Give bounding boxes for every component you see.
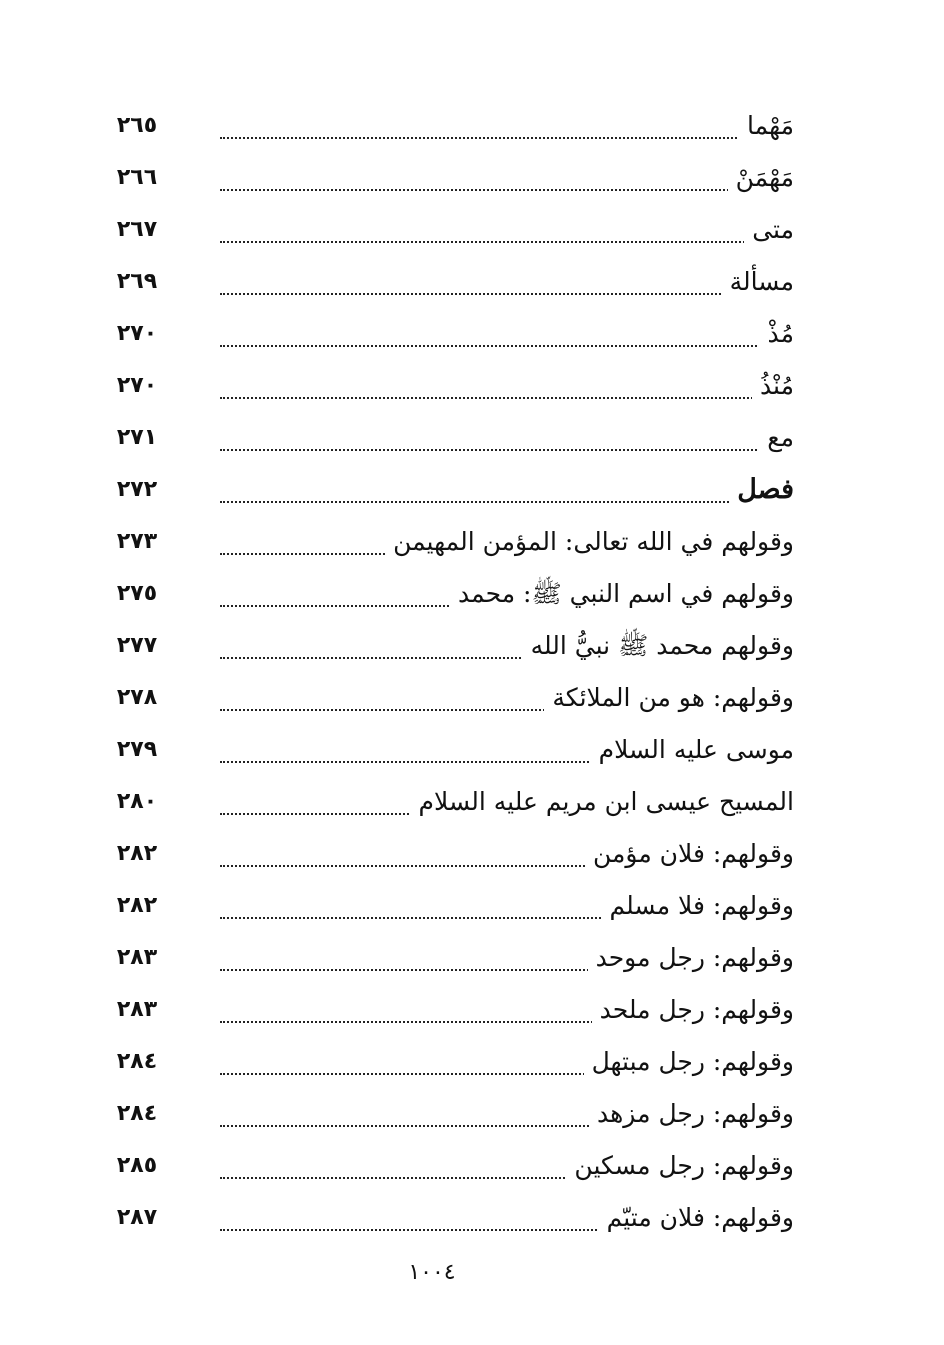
entry-page-number: ٢٧٣ bbox=[116, 529, 158, 554]
toc-entry bbox=[0, 1044, 944, 1084]
toc-entry bbox=[0, 160, 944, 200]
entry-page-number: ٢٦٥ bbox=[116, 113, 158, 138]
entry-page-number: ٢٨٣ bbox=[116, 945, 158, 970]
entry-page-number: ٢٨٤ bbox=[116, 1101, 158, 1126]
toc-entry bbox=[0, 316, 944, 356]
entry-title: المسيح عيسى ابن مريم عليه السلام bbox=[411, 786, 794, 818]
entry-title: فصل bbox=[729, 474, 794, 506]
entry-page-number: ٢٨٣ bbox=[116, 997, 158, 1022]
entry-page-number: ٢٧٩ bbox=[116, 737, 158, 762]
entry-page-number: ٢٦٩ bbox=[116, 269, 158, 294]
toc-entry bbox=[0, 108, 944, 148]
entry-page-number: ٢٧١ bbox=[116, 425, 158, 450]
toc-entry bbox=[0, 472, 944, 512]
entry-title: مُنْذُ bbox=[752, 370, 794, 402]
entry-title: متى bbox=[744, 214, 794, 246]
entry-page-number: ٢٧٠ bbox=[116, 321, 158, 346]
entry-title: مَهْمَنْ bbox=[728, 162, 794, 194]
entry-page-number: ٢٨٧ bbox=[116, 1205, 158, 1230]
entry-page-number: ٢٦٦ bbox=[116, 165, 158, 190]
entry-page-number: ٢٨٥ bbox=[116, 1153, 158, 1178]
entry-title: مُذْ bbox=[759, 318, 794, 350]
dot-leader bbox=[220, 241, 789, 243]
toc-entry bbox=[0, 1148, 944, 1188]
dot-leader bbox=[220, 189, 789, 191]
entry-page-number: ٢٧٨ bbox=[116, 685, 158, 710]
toc-entry bbox=[0, 1096, 944, 1136]
entry-title: وقولهم: رجل ملحد bbox=[592, 994, 794, 1026]
toc-entry bbox=[0, 732, 944, 772]
toc-entry bbox=[0, 420, 944, 460]
entry-page-number: ٢٧٠ bbox=[116, 373, 158, 398]
dot-leader bbox=[220, 293, 789, 295]
entry-title: وقولهم: رجل مزهد bbox=[589, 1098, 794, 1130]
entry-title: وقولهم: هو من الملائكة bbox=[544, 682, 794, 714]
dot-leader bbox=[220, 501, 789, 503]
toc-entry bbox=[0, 992, 944, 1032]
toc-entry bbox=[0, 628, 944, 668]
dot-leader bbox=[220, 449, 789, 451]
entry-page-number: ٢٦٧ bbox=[116, 217, 158, 242]
entry-title: مسألة bbox=[722, 266, 794, 298]
entry-title: مَهْما bbox=[739, 110, 794, 142]
entry-title: مع bbox=[759, 422, 794, 454]
toc-entry bbox=[0, 1200, 944, 1240]
entry-title: وقولهم: فلان مؤمن bbox=[585, 838, 794, 870]
toc-entry bbox=[0, 680, 944, 720]
toc-entry bbox=[0, 784, 944, 824]
entry-title: وقولهم في اسم النبي ﷺ: محمد bbox=[450, 578, 794, 610]
entry-page-number: ٢٨٢ bbox=[116, 893, 158, 918]
entry-title: وقولهم محمد ﷺ نبيُّ الله bbox=[523, 630, 794, 662]
entry-page-number: ٢٨٠ bbox=[116, 789, 158, 814]
entry-title: موسى عليه السلام bbox=[591, 734, 794, 766]
entry-title: وقولهم: فلان متيّم bbox=[599, 1202, 794, 1234]
toc-entry bbox=[0, 212, 944, 252]
entry-page-number: ٢٧٥ bbox=[116, 581, 158, 606]
toc-entry bbox=[0, 576, 944, 616]
toc-entry bbox=[0, 888, 944, 928]
entry-page-number: ٢٧٧ bbox=[116, 633, 158, 658]
entry-page-number: ٢٧٢ bbox=[116, 477, 158, 502]
entry-page-number: ٢٨٤ bbox=[116, 1049, 158, 1074]
entry-page-number: ٢٨٢ bbox=[116, 841, 158, 866]
toc-entry bbox=[0, 524, 944, 564]
page-folio-number: ١٠٠٤ bbox=[408, 1260, 456, 1285]
toc-entry bbox=[0, 368, 944, 408]
entry-title: وقولهم: رجل مبتهل bbox=[584, 1046, 794, 1078]
dot-leader bbox=[220, 397, 789, 399]
toc-entry bbox=[0, 264, 944, 304]
toc-entry bbox=[0, 836, 944, 876]
entry-title: وقولهم: فلا مسلم bbox=[601, 890, 794, 922]
dot-leader bbox=[220, 137, 789, 139]
entry-title: وقولهم: رجل موحد bbox=[588, 942, 794, 974]
entry-title: وقولهم: رجل مسكين bbox=[566, 1150, 794, 1182]
entry-title: وقولهم في الله تعالى: المؤمن المهيمن bbox=[385, 526, 794, 558]
dot-leader bbox=[220, 345, 789, 347]
toc-entry bbox=[0, 940, 944, 980]
